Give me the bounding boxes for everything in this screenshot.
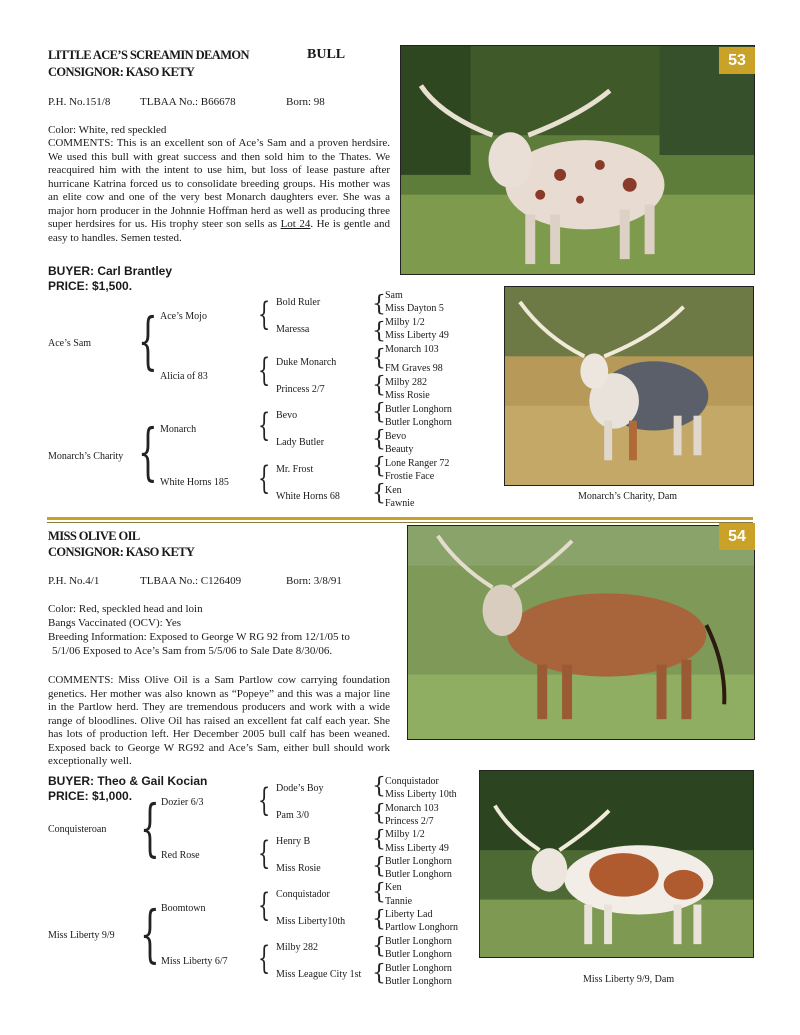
lot54-brace-g2: {	[258, 834, 271, 872]
lot54-ped-g4: Monarch 103	[385, 803, 439, 814]
section-divider-thin	[47, 522, 753, 523]
lot54-number-badge: 54	[719, 523, 755, 550]
lot54-buyer: BUYER: Theo & Gail Kocian	[48, 774, 208, 788]
lot54-ped-g4: Conquistador	[385, 776, 439, 787]
lot54-ped-g2: Dozier 6/3	[161, 797, 204, 808]
lot53-ped-sire: Ace’s Sam	[48, 338, 92, 349]
lot53-ped-g3: Lady Butler	[276, 437, 325, 448]
lot53-ped-g4: Ken	[385, 485, 402, 496]
lot54-ped-g4: Miss Liberty 10th	[385, 789, 457, 800]
lot53-bull-photo	[400, 45, 755, 275]
lot53-ped-g4: Butler Longhorn	[385, 404, 452, 415]
lot54-bangs: Bangs Vaccinated (OCV): Yes	[48, 617, 182, 629]
lot53-comments-post: . He is gentle and easy to handles. Semen tested.	[48, 218, 390, 244]
lot53-brace-g3: {	[372, 481, 386, 506]
lot54-brace-g3: {	[372, 880, 386, 905]
lot54-ped-g3: Miss League City 1st	[276, 969, 362, 980]
lot53-ped-g4: Bevo	[385, 431, 407, 442]
lot53-ped-g2: Alicia of 83	[160, 371, 208, 382]
lot53-ped-g3: Mr. Frost	[276, 464, 314, 475]
lot53-ped-g4: Butler Longhorn	[385, 417, 452, 428]
lot53-price: PRICE: $1,500.	[48, 279, 133, 293]
lot53-ped-g4: Miss Dayton 5	[385, 303, 444, 314]
lot54-ped-g2: Boomtown	[161, 903, 206, 914]
lot54-ped-sire: Conquisteroan	[48, 824, 107, 835]
lot53-brace-g3: {	[372, 346, 386, 371]
lot54-born: Born: 3/8/91	[286, 575, 342, 587]
lot53-brace-g3: {	[372, 292, 386, 317]
lot53-brace-dam: {	[138, 415, 158, 488]
lot53-ped-g4: Beauty	[385, 444, 414, 455]
lot53-brace-g3: {	[372, 373, 386, 398]
lot53-ped-g4: Milby 1/2	[385, 317, 425, 328]
lot53-brace-g2: {	[258, 351, 271, 389]
lot53-ped-g4: Lone Ranger 72	[385, 458, 450, 469]
lot53-ped-g3: Bold Ruler	[276, 297, 321, 308]
lot53-born: Born: 98	[286, 96, 325, 108]
lot53-ped-g2: Monarch	[160, 424, 197, 435]
lot54-brace-g2: {	[258, 886, 271, 924]
lot54-breeding-2: 5/1/06 Exposed to Ace’s Sam from 5/5/06 to Sale Date 8/30/06.	[52, 645, 333, 657]
lot54-breeding-1: Breeding Information: Exposed to George W RG 92 from 12/1/05 to	[48, 631, 350, 643]
lot54-ped-g3: Conquistador	[276, 889, 330, 900]
lot53-brace-g3: {	[372, 319, 386, 344]
lot54-brace-g3: {	[372, 827, 386, 852]
lot53-ped-g4: FM Graves 98	[385, 363, 443, 374]
lot53-tlbaa-no: TLBAA No.: B66678	[140, 96, 236, 108]
lot53-ped-g4: Milby 282	[385, 377, 427, 388]
lot53-ped-g4: Fawnie	[385, 498, 415, 509]
lot53-ped-g3: Princess 2/7	[276, 384, 325, 395]
lot53-ped-g4: Miss Rosie	[385, 390, 430, 401]
lot54-ped-g4: Butler Longhorn	[385, 963, 452, 974]
lot53-dam-caption: Monarch’s Charity, Dam	[578, 491, 678, 502]
lot53-number-badge: 53	[719, 47, 755, 74]
lot54-ped-g4: Liberty Lad	[385, 909, 433, 920]
lot53-comments	[48, 137, 390, 245]
lot54-brace-g3: {	[372, 854, 386, 879]
lot54-ped-g2: Red Rose	[161, 850, 200, 861]
lot54-ped-g2: Miss Liberty 6/7	[161, 956, 228, 967]
lot54-ped-g3: Miss Rosie	[276, 863, 321, 874]
lot53-ped-g4: Miss Liberty 49	[385, 330, 449, 341]
lot54-brace-g3: {	[372, 907, 386, 932]
lot53-brace-g2: {	[258, 406, 271, 444]
lot54-consignor: CONSIGNOR: KASO KETY	[48, 545, 195, 559]
lot54-brace-g2: {	[258, 939, 271, 977]
lot54-brace-g3: {	[372, 934, 386, 959]
lot54-brace-dam: {	[140, 897, 160, 970]
lot53-ped-g3: Bevo	[276, 410, 298, 421]
lot54-ped-g4: Butler Longhorn	[385, 869, 452, 880]
lot54-cow-photo	[407, 525, 755, 740]
lot54-ped-g3: Milby 282	[276, 942, 318, 953]
lot53-brace-g3: {	[372, 400, 386, 425]
lot54-comments: COMMENTS: Miss Olive Oil is a Sam Partlow cow carrying foundation genetics. Her mother was also known as “Popeye” and this was a major line in the Partlow herd. They are tremendous producers and work with a wide range of bloodlines. Olive Oil has raised an excellent fat calf each year. She has lots of production left. Her December 2005 bull calf has been weaned. Exposed back to George W RG92 and Ace’s Sam, either bull should work exceptionally well.	[48, 674, 390, 767]
lot53-brace-g3: {	[372, 454, 386, 479]
lot53-ped-g2: Ace’s Mojo	[160, 311, 207, 322]
lot53-ped-g3: Maressa	[276, 324, 310, 335]
lot54-brace-g3: {	[372, 774, 386, 799]
lot53-ped-g4: Monarch 103	[385, 344, 439, 355]
lot54-ped-g4: Milby 1/2	[385, 829, 425, 840]
lot54-ped-g4: Butler Longhorn	[385, 856, 452, 867]
lot54-ph-no: P.H. No.4/1	[48, 575, 100, 587]
lot54-ped-g3: Miss Liberty10th	[276, 916, 346, 927]
lot53-ped-dam: Monarch’s Charity	[48, 451, 124, 462]
lot53-ped-g4: Frostie Face	[385, 471, 435, 482]
lot53-ph-no: P.H. No.151/8	[48, 96, 111, 108]
section-divider	[47, 517, 753, 520]
lot54-dam-photo	[479, 770, 754, 958]
lot54-tlbaa-no: TLBAA No.: C126409	[140, 575, 242, 587]
lot54-ped-g4: Ken	[385, 882, 402, 893]
lot54-dam-caption: Miss Liberty 9/9, Dam	[583, 974, 675, 985]
lot53-type: BULL	[307, 47, 346, 62]
lot54-brace-sire: {	[140, 791, 160, 864]
lot54-brace-g3: {	[372, 801, 386, 826]
lot54-ped-g3: Dode’s Boy	[276, 783, 324, 794]
lot53-comments-pre: COMMENTS: This is an excellent son of Ace’s Sam and a proven herdsire. We used this bull with great success and then sold him to the Thates. We reacquired him with the intent to use him, but loss of lease pasture after hurricane Katrina forced us to consolidate breeding groups. His mother was an elite cow and one of the very best Monarch daughters ever. She was a major horn producer in the Johnnie Hoffman herd as well as producing three super herdsires for us. His trophy steer son sells as	[48, 137, 390, 230]
lot53-brace-g2: {	[258, 295, 271, 333]
lot53-ped-g3: White Horns 68	[276, 491, 340, 502]
lot54-ped-g4: Partlow Longhorn	[385, 922, 459, 933]
lot54-ped-g3: Pam 3/0	[276, 810, 310, 821]
lot54-ped-dam: Miss Liberty 9/9	[48, 930, 115, 941]
lot54-color: Color: Red, speckled head and loin	[48, 603, 203, 615]
lot53-buyer: BUYER: Carl Brantley	[48, 264, 173, 278]
lot54-price: PRICE: $1,000.	[48, 789, 133, 803]
lot54-brace-g3: {	[372, 961, 386, 986]
lot53-brace-g2: {	[258, 459, 271, 497]
lot53-brace-sire: {	[138, 304, 158, 377]
lot53-ped-g4: Sam	[385, 290, 403, 301]
lot54-name: MISS OLIVE OIL	[48, 529, 140, 543]
lot53-color: Color: White, red speckled	[48, 124, 167, 136]
lot53-ped-g3: Duke Monarch	[276, 357, 337, 368]
lot54-ped-g4: Butler Longhorn	[385, 976, 452, 987]
lot54-ped-g4: Tannie	[385, 896, 413, 907]
lot53-name: LITTLE ACE’S SCREAMIN DEAMON	[48, 48, 249, 62]
lot53-lot24-link[interactable]: Lot 24	[280, 218, 311, 230]
lot53-ped-g2: White Horns 185	[160, 477, 229, 488]
lot54-ped-g4: Miss Liberty 49	[385, 843, 449, 854]
lot54-ped-g3: Henry B	[276, 836, 311, 847]
lot53-dam-photo	[504, 286, 754, 486]
lot54-ped-g4: Butler Longhorn	[385, 936, 452, 947]
lot54-ped-g4: Butler Longhorn	[385, 949, 452, 960]
lot53-consignor: CONSIGNOR: KASO KETY	[48, 65, 195, 79]
lot54-ped-g4: Princess 2/7	[385, 816, 434, 827]
lot53-brace-g3: {	[372, 427, 386, 452]
lot54-brace-g2: {	[258, 781, 271, 819]
